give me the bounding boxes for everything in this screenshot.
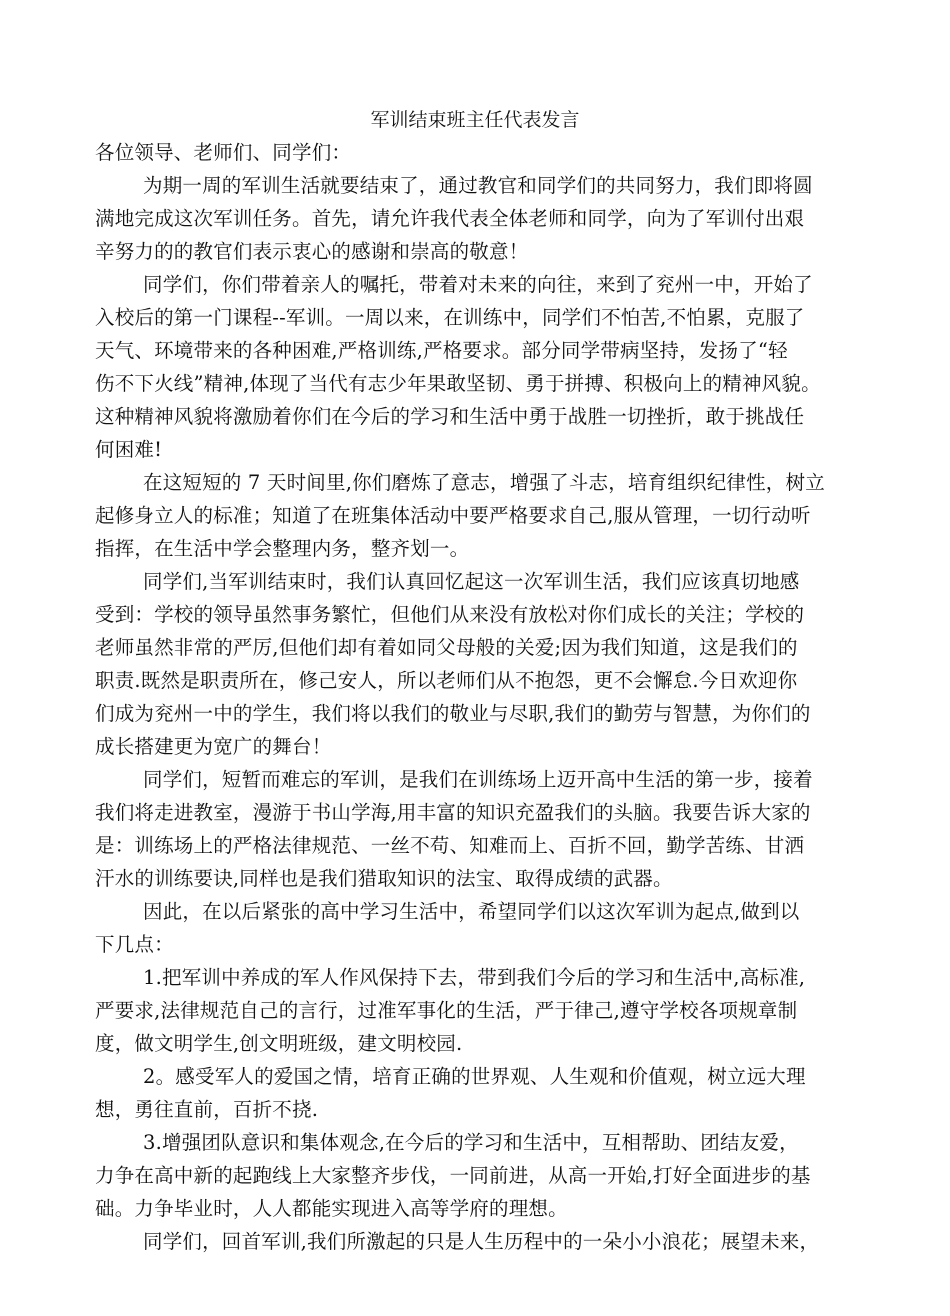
text-line: 指挥，在生活中学会整理内务，整齐划一。 — [95, 537, 470, 560]
text-line: 为期一周的军训生活就要结束了，通过教官和同学们的共同努力，我们即将圆 — [143, 174, 813, 197]
text-line: 2。感受军人的爱国之情，培育正确的世界观、人生观和价值观，树立远大理 — [143, 1065, 806, 1088]
text-line: 这种精神风貌将激励着你们在今后的学习和生活中勇于战胜一切挫折，敢于挑战任 — [95, 405, 805, 428]
text-line: 何困难! — [95, 438, 163, 461]
text-line: 1.把军训中养成的军人作风保持下去，带到我们今后的学习和生活中,高标准, — [143, 966, 806, 989]
text-line: 同学们，你们带着亲人的嘱托，带着对未来的向往，来到了兖州一中，开始了 — [143, 273, 813, 296]
text-line: 辛努力的的教官们表示衷心的感谢和崇高的敬意！ — [95, 240, 529, 263]
text-line: 各位领导、老师们、同学们： — [95, 141, 352, 164]
text-line: 起修身立人的标准；知道了在班集体活动中要严格要求自己,服从管理，一切行动听 — [95, 504, 811, 527]
text-line: 成长搭建更为宽广的舞台！ — [95, 735, 332, 758]
text-line: 我们将走进教室，漫游于书山学海,用丰富的知识充盈我们的头脑。我要告诉大家的 — [95, 801, 811, 824]
text-line: 满地完成这次军训任务。首先，请允许我代表全体老师和同学，向为了军训付出艰 — [95, 207, 805, 230]
text-line: 同学们，回首军训,我们所激起的只是人生历程中的一朵小小浪花；展望未来， — [143, 1230, 820, 1253]
text-line: 汗水的训练要诀,同样也是我们猎取知识的法宝、取得成绩的武器。 — [95, 867, 673, 890]
text-line: 们成为兖州一中的学生，我们将以我们的敬业与尽职,我们的勤劳与智慧，为你们的 — [95, 702, 811, 725]
text-line: 职责.既然是职责所在，修己安人，所以老师们从不抱怨，更不会懈怠.今日欢迎你 — [95, 669, 798, 692]
text-line: 力争在高中新的起跑线上大家整齐步伐，一同前进，从高一开始,打好全面进步的基 — [95, 1164, 811, 1187]
text-line: 础。力争毕业时，人人都能实现进入高等学府的理想。 — [95, 1197, 568, 1220]
text-line: 入校后的第一门课程--军训。一周以来，在训练中，同学们不怕苦,不怕累，克服了 — [95, 306, 805, 329]
text-line: 严要求,法律规范自己的言行，过准军事化的生活，严于律己,遵守学校各项规章制 — [95, 999, 798, 1022]
text-line: 伤不下火线”精神,体现了当代有志少年果敢坚韧、勇于拼搏、积极向上的精神风貌。 — [95, 372, 821, 395]
text-line: 是：训练场上的严格法律规范、一丝不苟、知难而上、百折不回，勤学苦练、甘洒 — [95, 834, 805, 857]
text-line: 受到：学校的领导虽然事务繁忙，但他们从来没有放松对你们成长的关注；学校的 — [95, 603, 805, 626]
text-line: 3.增强团队意识和集体观念,在今后的学习和生活中，互相帮助、团结友爱， — [143, 1131, 799, 1154]
text-line: 下几点： — [95, 933, 174, 956]
text-line: 在这短短的 7 天时间里,你们磨炼了意志，增强了斗志，培育组织纪律性，树立 — [143, 471, 825, 494]
text-line: 想，勇往直前，百折不挠. — [95, 1098, 319, 1121]
text-line: 同学们,当军训结束时，我们认真回忆起这一次军训生活，我们应该真切地感 — [143, 570, 800, 593]
text-line: 同学们，短暂而难忘的军训，是我们在训练场上迈开高中生活的第一步，接着 — [143, 768, 813, 791]
text-line: 度，做文明学生,创文明班级，建文明校园. — [95, 1032, 463, 1055]
text-line: 天气、环境带来的各种困难,严格训练,严格要求。部分同学带病坚持，发扬了“轻 — [95, 339, 788, 362]
document-title: 军训结束班主任代表发言 — [370, 109, 580, 131]
text-line: 因此，在以后紧张的高中学习生活中，希望同学们以这次军训为起点,做到以 — [143, 900, 800, 923]
text-line: 老师虽然非常的严厉,但他们却有着如同父母般的关爱;因为我们知道，这是我们的 — [95, 636, 798, 659]
